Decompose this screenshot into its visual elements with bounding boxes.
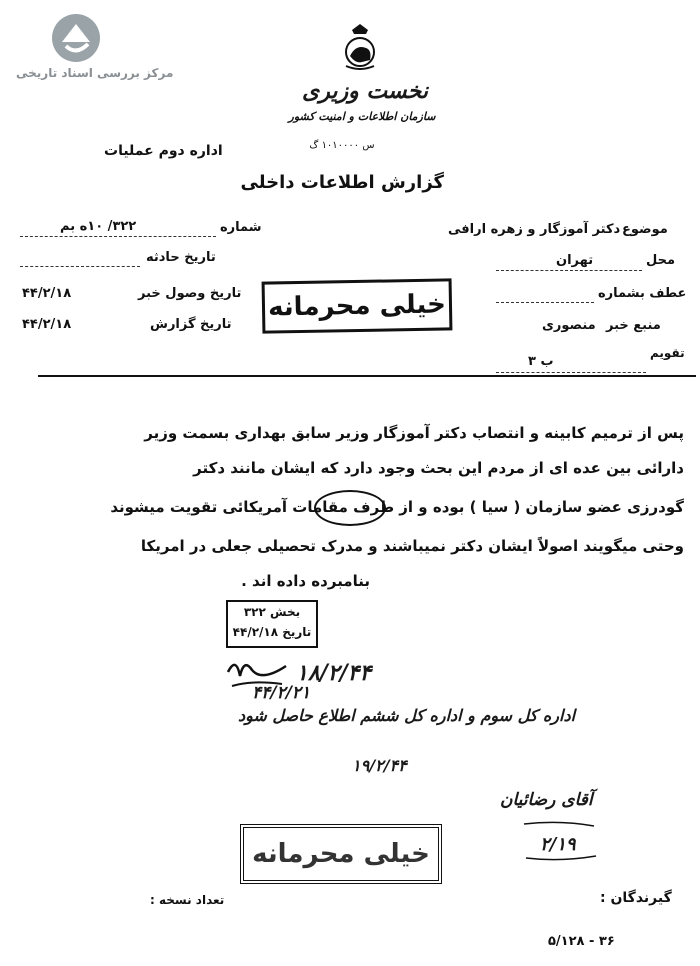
source-label: منبع خبر <box>606 318 661 333</box>
bottom-classification-stamp: خیلی محرمانه <box>240 824 442 884</box>
body-line-4: وحتی میگویند اصولاً ایشان دکتر نمیباشند و مدرک تحصیلی جعلی در امریکا <box>140 537 684 555</box>
report-title: گزارش اطلاعات داخلی <box>240 172 444 193</box>
place-dotted-line <box>496 270 642 271</box>
report-date-label: تاریخ گزارش <box>150 317 232 332</box>
body-line-5: بنامبرده داده اند . <box>241 572 370 590</box>
header-divider <box>38 375 696 377</box>
receipt-date-label: تاریخ وصول خبر <box>138 286 242 301</box>
section-stamp-line-2: تاریخ ۴۴/۲/۱۸ <box>232 625 312 639</box>
classification-stamp: خیلی محرمانه <box>262 278 453 333</box>
number-label: شماره <box>220 220 262 235</box>
form-number: ۵/۱۲۸ - ۳۶ <box>548 934 615 949</box>
section-stamp-line-1: بخش ۳۲۲ <box>243 605 301 619</box>
handwritten-date-3: ۱۹/۲/۴۴ <box>352 756 407 775</box>
handwritten-instruction: اداره کل سوم و اداره کل ششم اطلاع حاصل شود <box>238 706 576 725</box>
number-value: ۳۲۲/ ۱۰ه بم <box>60 219 137 234</box>
body-line-3: گودرزی عضو سازمان ( سیا ) بوده و از طرف مقامات آمریکائی تقویت میشوند <box>110 498 684 516</box>
attached-dotted-line <box>496 302 594 303</box>
lion-and-sun-emblem-icon <box>338 22 382 74</box>
subject-label: موضوع <box>622 222 668 237</box>
evaluation-label: تقویم <box>650 346 685 360</box>
evaluation-value: ب ۳ <box>528 354 554 369</box>
copies-label: تعداد نسخه : <box>150 893 225 907</box>
recipients-label: گیرندگان : <box>600 890 672 906</box>
incident-date-dotted-line <box>20 266 140 267</box>
body-line-1: پس از ترمیم کابینه و انتصاب دکتر آموزگار وزیر سابق بهداری بسمت وزیر <box>144 424 684 442</box>
place-value: تهران <box>556 253 594 268</box>
report-date-value: ۴۴/۲/۱۸ <box>22 317 72 332</box>
department: اداره دوم عملیات <box>104 143 223 159</box>
watermark-text: مرکز بررسی اسناد تاریخی <box>16 66 174 80</box>
receipt-date-value: ۴۴/۲/۱۸ <box>22 286 72 301</box>
highlight-oval <box>314 490 386 526</box>
form-code: س ۱۰۱۰۰۰۰ گ <box>309 140 375 151</box>
signature-name: آقای رضائیان <box>500 790 593 810</box>
attached-label: عطف بشماره <box>598 286 687 301</box>
evaluation-dotted-line <box>496 372 646 373</box>
source-value: منصوری <box>542 318 596 333</box>
place-label: محل <box>646 253 676 268</box>
number-dotted-line <box>20 236 216 237</box>
org-subtitle: سازمان اطلاعات و امنیت کشور <box>288 110 436 123</box>
signature-date: ۲/۱۹ <box>540 834 576 855</box>
incident-date-label: تاریخ حادثه <box>146 250 216 265</box>
subject-value: دکتر آموزگار و زهره ارافی <box>448 222 621 237</box>
section-stamp <box>226 600 318 648</box>
handwritten-date-2: ۴۴/۲/۲۱ <box>252 683 311 703</box>
handwritten-date-1: ۱۸/۲/۴۴ <box>296 660 372 686</box>
watermark-logo-icon <box>50 12 102 64</box>
org-title: نخست وزیری <box>302 78 428 104</box>
body-line-2: دارائی بین عده ای از مردم این بحث وجود دارد که ایشان مانند دکتر <box>193 459 684 477</box>
